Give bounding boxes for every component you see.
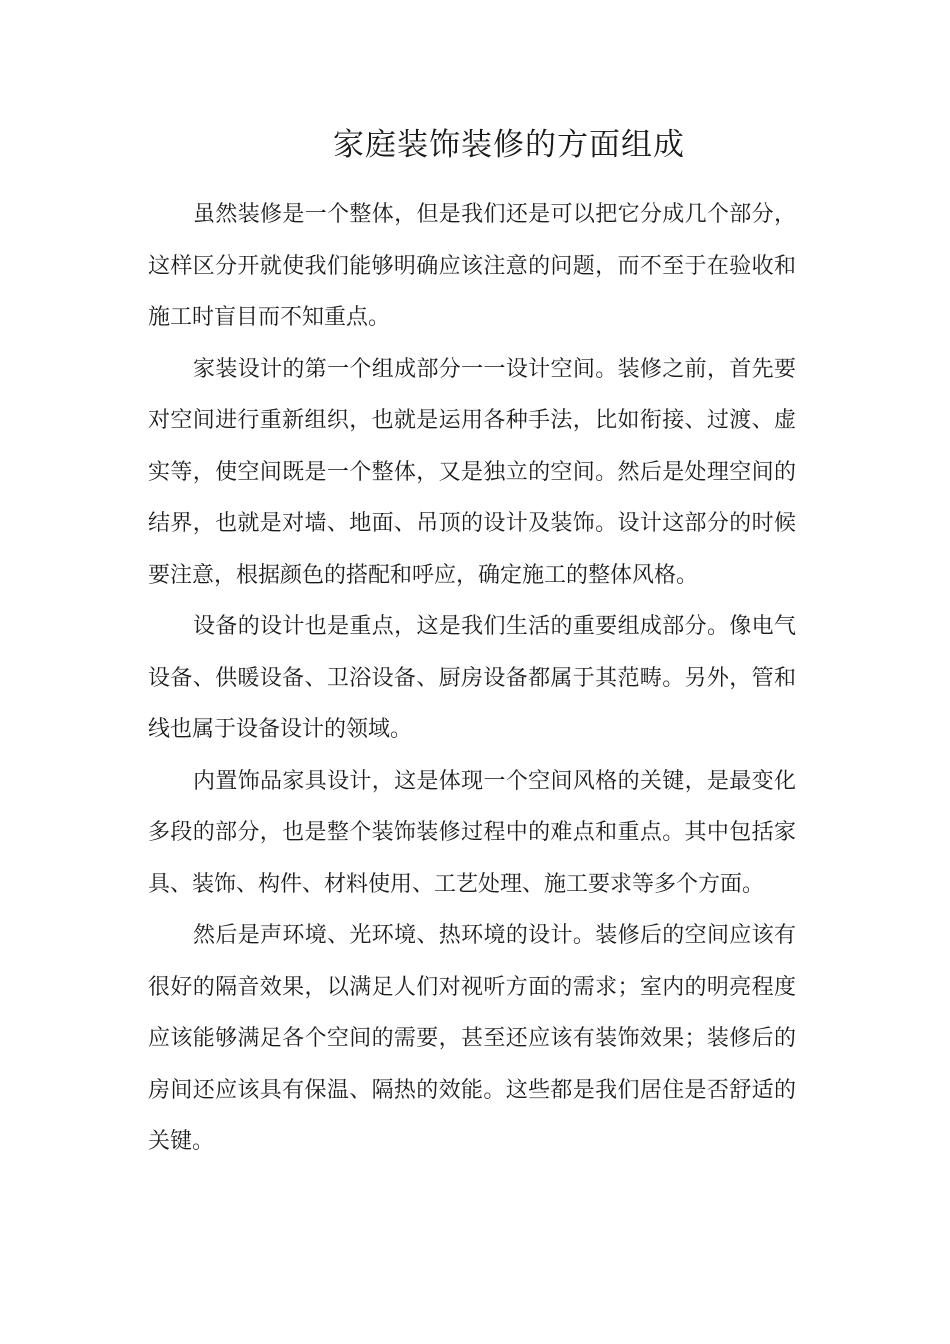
- paragraph: 家装设计的第一个组成部分一一设计空间。装修之前，首先要对空间进行重新组织，也就是运用各种手法，比如衔接、过渡、虚实等，使空间既是一个整体，又是独立的空间。然后是处理空间的结界，也就是对墙、地面、吊顶的设计及装饰。设计这部分的时候要注意，根据颜色的搭配和呼应，确定施工的整体风格。: [148, 356, 796, 588]
- document-body: [148, 189, 796, 1168]
- page-title: 家庭装饰装修的方面组成: [333, 127, 685, 163]
- paragraph: 设备的设计也是重点，这是我们生活的重要组成部分。像电气设备、供暖设备、卫浴设备、厨房设备都属于其范畴。另外，管和线也属于设备设计的领域。: [148, 614, 796, 742]
- paragraph: 然后是声环境、光环境、热环境的设计。装修后的空间应该有很好的隔音效果，以满足人们对视听方面的需求；室内的明亮程度应该能够满足各个空间的需要，甚至还应该有装饰效果；装修后的房间还应该具有保温、隔热的效能。这些都是我们居住是否舒适的关键。: [148, 923, 796, 1154]
- paragraph: 内置饰品家具设计，这是体现一个空间风格的关键，是最变化多段的部分，也是整个装饰装修过程中的难点和重点。其中包括家具、装饰、构件、材料使用、工艺处理、施工要求等多个方面。: [148, 768, 796, 897]
- paragraph: 虽然装修是一个整体，但是我们还是可以把它分成几个部分，这样区分开就使我们能够明确应该注意的问题，而不至于在验收和施工时盲目而不知重点。: [148, 202, 796, 330]
